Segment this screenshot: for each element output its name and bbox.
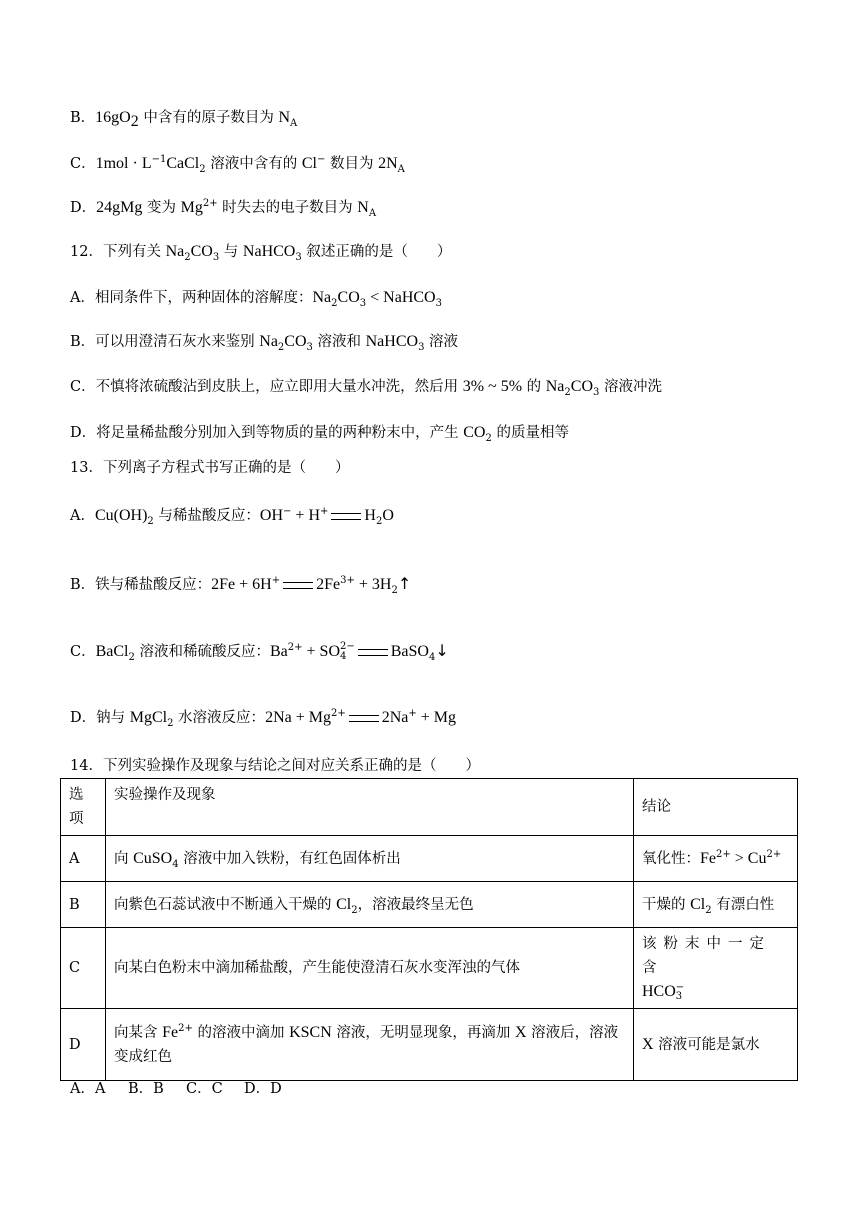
table-row [61,836,798,882]
q12-option-d: D．将足量稀盐酸分别加入到等物质的量的两种粉末中，产生 $CO_2$ 的质量相等 [70,424,569,444]
q14-stem: 14．下列实验操作及现象与结论之间对应关系正确的是（ ） [70,758,480,774]
up-arrow-icon: ↑ [397,574,412,593]
q12-option-c: C．不慎将浓硫酸沾到皮肤上，应立即用大量水冲洗，然后用 3% ~ 5% 的 $Na_2CO_3$ 溶液冲洗 [70,378,662,398]
row-conclusion: 氧化性：$Fe^{2+} > Cu^{2+}$ [634,836,798,882]
q12-option-a: A．相同条件下，两种固体的溶解度：$Na_2CO_3$ < NaHCO$_3$ [70,289,442,309]
row-option: B [61,882,106,928]
header-conclusion: 结论 [634,779,798,836]
row-option: A [61,836,106,882]
row-operation: 向紫色石蕊试液中不断通入干燥的 $Cl_2$，溶液最终呈无色 [106,882,634,928]
equals-sign [358,649,388,656]
row-operation: 向 CuSO$_4$ 溶液中加入铁粉，有红色固体析出 [106,836,634,882]
header-operation: 实验操作及现象 [106,779,634,836]
q12-option-b: B．可以用澄清石灰水来鉴别 $Na_2CO_3$ 溶液和 NaHCO$_3$ 溶液 [70,333,459,353]
equals-sign [349,715,379,722]
row-conclusion: 该粉末中一定含 HCO − 3 [634,928,798,1009]
q11-option-d: D．24gMg 变为 $Mg^{2+}$ 时失去的电子数目为 $N_A$ [70,198,377,219]
equals-sign [331,513,361,520]
q13-stem: 13．下列离子方程式书写正确的是（ ） [70,460,350,476]
q13-option-d: D．钠与 MgCl$_2$ 水溶液反应：$2Na + Mg^{2+}$ 2Na+ + Mg [70,708,457,729]
q11-option-b: B．$16gO_2$ 中含有的原子数目为 $N_A$ [70,109,298,130]
q12-stem: 12．下列有关 $Na_2CO_3$ 与 NaHCO$_3$ 叙述正确的是（ ） [70,243,452,263]
answer-option-a[interactable]: A．A [70,1081,106,1097]
q13-option-a: A．$Cu(OH)_2$ 与稀盐酸反应：OH− + H+ $H_2O$ [70,506,394,527]
answer-option-c[interactable]: C．C [186,1081,223,1097]
q14-table [60,778,798,1081]
q14-answer-options [70,1077,302,1098]
answer-option-d[interactable]: D．D [244,1081,282,1097]
down-arrow-icon: ↓ [435,641,449,660]
table-row [61,928,798,1009]
header-option: 选项 [61,779,106,836]
equals-sign [283,582,313,589]
row-conclusion: X 溶液可能是氯水 [634,1009,798,1081]
q11-option-c: C．$1mol \cdot L^{-1}CaCl_2$ 溶液中含有的 Cl− 数目为 $2N_A$ [70,154,405,175]
row-operation: 向某含 $Fe^{2+}$ 的溶液中滴加 KSCN 溶液，无明显现象，再滴加 X 溶液后，溶液变成红色 [106,1009,634,1081]
q13-option-b: B．铁与稀盐酸反应：2Fe + 6H+ $2Fe^{3+}$ + $3H_2↑$ [70,574,412,596]
answer-option-b[interactable]: B．B [128,1081,164,1097]
row-operation: 向某白色粉末中滴加稀盐酸，产生能使澄清石灰水变浑浊的气体 [106,928,634,1009]
q13-option-c: C．BaCl$_2$ 溶液和稀硫酸反应：$Ba^{2+}$ + SO 2− 4 BaSO$_4$↓ [70,641,449,663]
row-conclusion: 干燥的 $Cl_2$ 有漂白性 [634,882,798,928]
table-row [61,882,798,928]
row-option: C [61,928,106,1009]
table-row [61,1009,798,1081]
row-option: D [61,1009,106,1081]
table-header-row [61,779,798,836]
